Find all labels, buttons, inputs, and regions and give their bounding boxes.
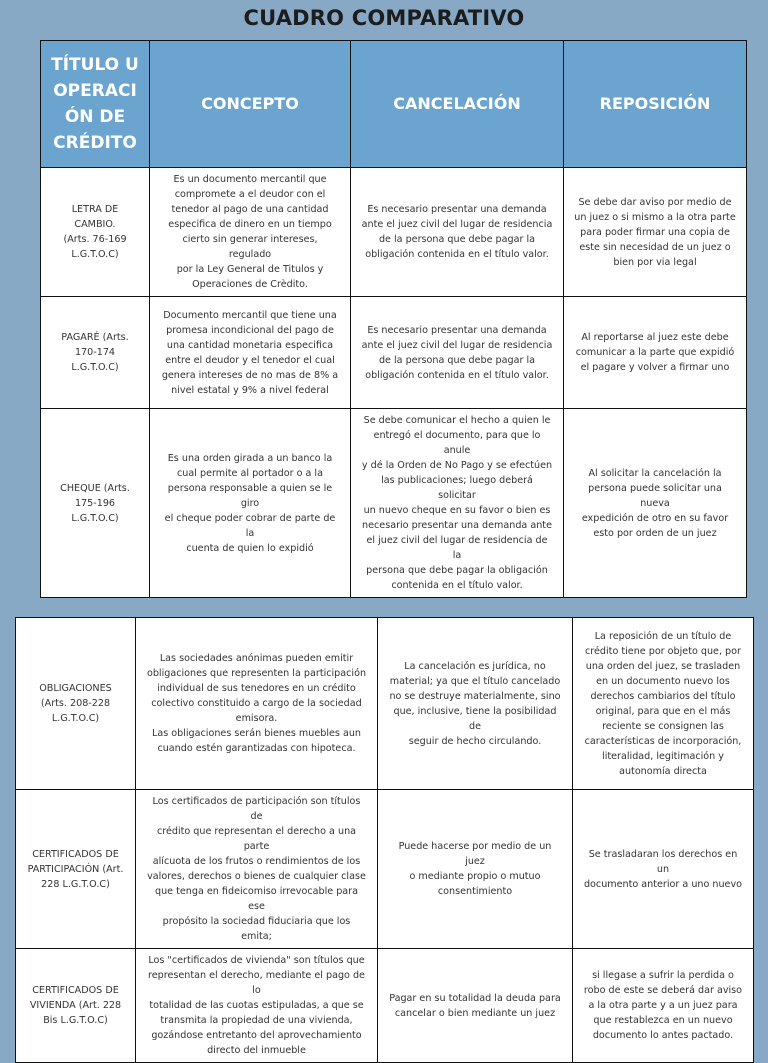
table-row	[16, 790, 754, 949]
cell-reposicion: Al reportarse al juez este debe comunicar a la parte que expidió el pagare y volver a firmar uno	[564, 297, 747, 409]
header-concepto: CONCEPTO	[150, 41, 351, 168]
cell-titulo: PAGARÉ (Arts. 170-174 L.G.T.O.C)	[41, 297, 150, 409]
cell-titulo: LETRA DE CAMBIO. (Arts. 76-169 L.G.T.O.C)	[41, 168, 150, 297]
cell-concepto: Los "certificados de vivienda" son títulos que representan el derecho, mediante el pago de lo totalidad de las cuotas estipuladas, a que se transmita la propiedad de una vivienda, gozándose entretanto del aprovechamiento directo del inmueble	[136, 949, 378, 1063]
cell-reposicion: Se debe dar aviso por medio de un juez o si mismo a la otra parte para poder firmar una copia de este sin necesidad de un juez o bien por via legal	[564, 168, 747, 297]
table-row	[41, 297, 747, 409]
cell-concepto: Documento mercantil que tiene una promesa incondicional del pago de una cantidad monetaria especifica entre el deudor y el tenedor el cual genera intereses de no mas de 8% a nivel estatal y 9% a nivel federal	[150, 297, 351, 409]
header-reposicion: REPOSICIÓN	[564, 41, 747, 168]
page-title: CUADRO COMPARATIVO	[243, 6, 525, 30]
header-cancelacion: CANCELACIÓN	[351, 41, 564, 168]
table-row	[41, 168, 747, 297]
cell-titulo: CERTIFICADOS DE PARTICIPACIÓN (Art. 228 L.G.T.O.C)	[16, 790, 136, 949]
table-row	[16, 949, 754, 1063]
header-row	[41, 41, 747, 168]
cell-concepto: Las sociedades anónimas pueden emitir obligaciones que representen la participación individual de sus tenedores en un crédito colectivo constituido a cargo de la sociedad emisora. Las obligaciones serán bienes muebles aun cuando estén garantizadas con hipoteca.	[136, 618, 378, 790]
cell-cancelacion: Pagar en su totalidad la deuda para cancelar o bien mediante un juez	[378, 949, 573, 1063]
cell-cancelacion: La cancelación es jurídica, no material; ya que el título cancelado no se destruye materialmente, sino que, inclusive, tiene la posibilidad de seguir de hecho circulando.	[378, 618, 573, 790]
cell-reposicion: Al solicitar la cancelación la persona puede solicitar una nueva expedición de otro en su favor esto por orden de un juez	[564, 409, 747, 598]
cell-concepto: Es una orden girada a un banco la cual permite al portador o a la persona responsable a quien se le giro el cheque poder cobrar de parte de la cuenta de quien lo expidió	[150, 409, 351, 598]
cell-titulo: CHEQUE (Arts. 175-196 L.G.T.O.C)	[41, 409, 150, 598]
cell-concepto: Es un documento mercantil que compromete a el deudor con el tenedor al pago de una cantidad especifica de dinero en un tiempo cierto sin generar intereses, regulado por la Ley General de Titulos y Operaciones de Crèdito.	[150, 168, 351, 297]
cell-cancelacion: Puede hacerse por medio de un juez o mediante propio o mutuo consentimiento	[378, 790, 573, 949]
cell-titulo: CERTIFICADOS DE VIVIENDA (Art. 228 Bis L.G.T.O.C)	[16, 949, 136, 1063]
comparison-table-top	[40, 40, 747, 598]
comparison-table-bottom	[15, 617, 754, 1063]
header-titulo: TÍTULO U OPERACI ÓN DE CRÉDITO	[41, 41, 150, 168]
cell-cancelacion: Se debe comunicar el hecho a quien le entregó el documento, para que lo anule y dé la Orden de No Pago y se efectúen las publicaciones; luego deberá solicitar un nuevo cheque en su favor o bien es necesario presentar una demanda ante el juez civil del lugar de residencia de la persona que debe pagar la obligación contenida en el título valor.	[351, 409, 564, 598]
cell-reposicion: Se trasladaran los derechos en un documento anterior a uno nuevo	[573, 790, 754, 949]
cell-concepto: Los certificados de participación son títulos de crédito que representan el derecho a una parte alícuota de los frutos o rendimientos de los valores, derechos o bienes de cualquier clase que tenga en fideicomiso irrevocable para ese propósito la sociedad fiduciaria que los emita;	[136, 790, 378, 949]
cell-reposicion: si llegase a sufrir la perdida o robo de este se deberá dar aviso a la otra parte y a un juez para que restablezca en un nuevo documento lo antes pactado.	[573, 949, 754, 1063]
cell-reposicion: La reposición de un título de crédito tiene por objeto que, por una orden del juez, se trasladen en un documento nuevo los derechos cambiarios del título original, para que en el más reciente se consignen las características de incorporación, literalidad, legitimación y autonomía directa	[573, 618, 754, 790]
table-row	[41, 409, 747, 598]
cell-cancelacion: Es necesario presentar una demanda ante el juez civil del lugar de residencia de la persona que debe pagar la obligación contenida en el título valor.	[351, 297, 564, 409]
cell-titulo: OBLIGACIONES (Arts. 208-228 L.G.T.O.C)	[16, 618, 136, 790]
table-row	[16, 618, 754, 790]
cell-cancelacion: Es necesario presentar una demanda ante el juez civil del lugar de residencia de la persona que debe pagar la obligación contenida en el título valor.	[351, 168, 564, 297]
